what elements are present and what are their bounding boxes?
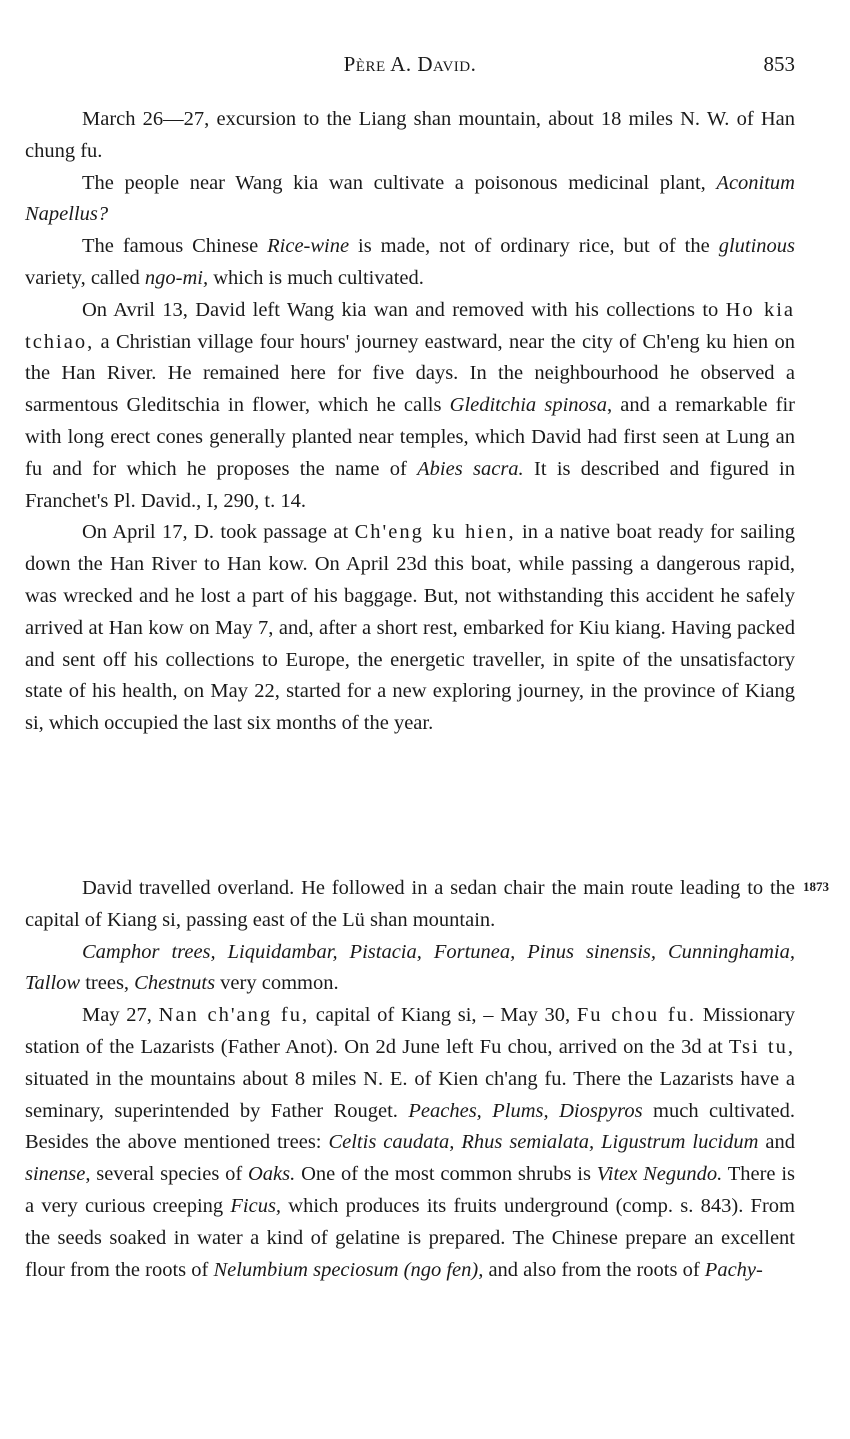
paragraph-text: On Avril 13, David left Wang kia wan and removed with his collections to: [82, 298, 726, 321]
paragraph-nan-chang-fu: [25, 1000, 795, 1286]
species-name: Vitex Negundo.: [596, 1163, 723, 1186]
paragraph-text: very common.: [215, 972, 339, 995]
page-number: 853: [763, 52, 795, 76]
paragraph-text: capital of Kiang si, – May 30,: [309, 1004, 577, 1027]
paragraph-text: and: [758, 1131, 795, 1154]
place-name: Ho kia tchiao,: [25, 298, 795, 353]
paragraph-text: much cultivated. Besides the above mentioned trees:: [25, 1099, 795, 1154]
paragraph-han-river: [25, 517, 795, 740]
italic-term: glutinous: [718, 235, 796, 258]
paragraph-text: The people near Wang kia wan cultivate a poisonous medicinal plant,: [82, 171, 717, 194]
place-name: Ch'eng ku hien,: [354, 521, 516, 544]
paragraph-text: One of the most common shrubs is: [295, 1163, 597, 1186]
paragraph-text: On April 17, D. took passage at: [82, 521, 355, 544]
species-name: sinense: [25, 1163, 86, 1186]
paragraph-text: and also from the roots of: [483, 1258, 705, 1281]
paragraph-text: trees,: [80, 972, 135, 995]
paragraph-text: variety, called: [25, 266, 145, 289]
paragraph-overland: [25, 873, 795, 937]
text-block-2: [25, 873, 795, 1286]
paragraph-rice-wine: [25, 231, 795, 295]
species-name: Celtis caudata, Rhus semialata, Ligustrum lucidum: [328, 1131, 759, 1154]
species-name: Nelumbium speciosum (ngo fen),: [213, 1258, 484, 1281]
italic-term: Rice-wine: [267, 235, 350, 258]
species-name: Gleditchia spinosa: [449, 394, 607, 417]
italic-term: ngo-mi,: [144, 266, 209, 289]
text-block-1: [25, 104, 795, 740]
paragraph-text: The famous Chinese: [82, 235, 268, 258]
paragraph-text: a Christian village four hours' journey eastward, near the city of Ch'eng ku hien on the Han River. He remained here for five days. In the neighbourhood he observed a sarmentous Gleditschia in flower, which he calls: [25, 330, 795, 417]
paragraph-camphor-trees: [25, 937, 795, 1001]
place-name: Tsi tu,: [728, 1035, 795, 1058]
paragraph-text: is made, not of ordinary rice, but of the: [349, 235, 719, 258]
paragraph-text: It is described and figured in Franchet's Pl. David., I, 290, t. 14.: [25, 457, 795, 512]
paragraph-text: May 27,: [82, 1004, 159, 1027]
paragraph-text: There is a very curious creeping: [25, 1163, 795, 1217]
place-name: Nan ch'ang fu,: [158, 1004, 310, 1027]
species-name: Aconitum Napellus?: [25, 171, 795, 226]
paragraph-aconitum: [25, 168, 795, 232]
paragraph-ho-kia-tchiao: [25, 295, 795, 518]
paragraph-text: Missionary station of the Lazarists (Father Anot). On 2d June left Fu chou, arrived on the 3d at: [25, 1004, 795, 1058]
species-name: Ficus,: [230, 1194, 282, 1217]
species-name: Camphor trees, Liquidambar, Pistacia, Fortunea, Pinus sinensis, Cunninghamia, Tallow: [25, 940, 795, 995]
paragraph-text: , several species of: [85, 1163, 248, 1186]
paragraph-text: March 26—27, excursion to the Liang shan mountain, about 18 miles N. W. of Han chung fu.: [25, 108, 795, 162]
paragraph-liang-shan: [25, 104, 795, 168]
paragraph-text: which is much cultivated.: [208, 266, 424, 289]
paragraph-text: which produces its fruits underground (comp. s. 843). From the seeds soaked in water a kind of gelatine is prepared. The Chinese prepare an excellent flour from the roots of: [25, 1194, 795, 1281]
paragraph-text: David travelled overland. He followed in a sedan chair the main route leading to the capital of Kiang si, passing east of the Lü shan mountain.: [25, 877, 795, 931]
running-header: [25, 52, 795, 82]
species-name: Abies sacra.: [417, 457, 524, 480]
species-name: Oaks.: [248, 1163, 296, 1186]
place-name: Fu chou fu.: [576, 1004, 697, 1027]
paragraph-text: , and a remarkable fir with long erect cones generally planted near temples, which David had first seen at Lung an fu and for which he proposes the name of: [25, 394, 796, 480]
paragraph-text: situated in the mountains about 8 miles N. E. of Kien ch'ang fu. There the Lazarists have a seminary, superintended by Father Rouget.: [25, 1067, 795, 1122]
margin-year-note: 1873: [803, 879, 829, 894]
running-title: Père A. David.: [343, 52, 477, 76]
species-name: Peaches, Plums, Diospyros: [408, 1099, 643, 1122]
species-name: Chestnuts: [134, 972, 216, 995]
species-name: Pachy-: [704, 1258, 763, 1281]
paragraph-text: in a native boat ready for sailing down the Han River to Han kow. On April 23d this boat, while passing a dangerous rapid, was wrecked and he lost a part of his baggage. But, not withstanding this accident he safely arrived at Han kow on May 7, and, after a short rest, embarked for Kiu kiang. Having packed and sent off his collections to Europe, the energetic traveller, in spite of the unsatisfactory state of his health, on May 22, started for a new exploring journey, in the province of Kiang si, which occupied the last six months of the year.: [25, 521, 795, 735]
